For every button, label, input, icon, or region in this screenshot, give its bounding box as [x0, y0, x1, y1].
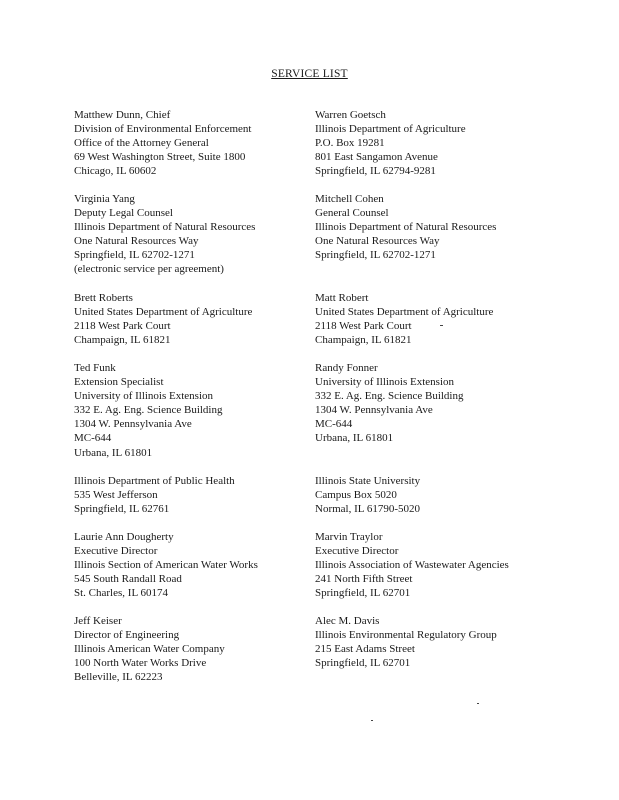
- entry-line: Springfield, IL 62702-1271: [74, 249, 195, 262]
- entry-line: Executive Director: [315, 545, 399, 558]
- service-entry: [315, 530, 585, 600]
- entry-line: Urbana, IL 61801: [315, 432, 394, 445]
- service-entry: [315, 361, 585, 446]
- entry-line: Warren Goetsch: [315, 109, 386, 121]
- service-entry: [315, 108, 585, 178]
- entry-line: Alec M. Davis: [315, 615, 380, 627]
- service-entry: [74, 530, 344, 600]
- entry-line: Springfield, IL 62701: [315, 587, 411, 600]
- entry-line: Division of Environmental Enforcement: [74, 123, 252, 136]
- entry-line: University of Illinois Extension: [315, 376, 455, 389]
- entry-line: St. Charles, IL 60174: [74, 587, 168, 600]
- entry-line: 100 North Water Works Drive: [74, 657, 207, 670]
- entry-line: Illinois State University: [315, 475, 421, 487]
- entry-line: Illinois Environmental Regulatory Group: [315, 629, 497, 642]
- entry-line: One Natural Resources Way: [315, 235, 440, 248]
- service-entry: [74, 614, 344, 684]
- entry-line: (electronic service per agreement): [74, 263, 224, 276]
- entry-line: Mitchell Cohen: [315, 193, 384, 205]
- entry-line: 241 North Fifth Street: [315, 573, 413, 586]
- entry-line: Illinois Association of Wastewater Agencies: [315, 559, 509, 572]
- entry-line: 69 West Washington Street, Suite 1800: [74, 151, 246, 164]
- entry-line: Springfield, IL 62761: [74, 503, 170, 516]
- entry-line: Marvin Traylor: [315, 531, 383, 543]
- scan-speck: [477, 703, 479, 704]
- entry-line: 801 East Sangamon Avenue: [315, 151, 438, 164]
- entry-line: Illinois Department of Natural Resources: [315, 221, 497, 234]
- service-entry: [74, 291, 344, 347]
- page-title: SERVICE LIST: [271, 68, 348, 80]
- entry-line: 215 East Adams Street: [315, 643, 415, 656]
- entry-line: United States Department of Agriculture: [74, 306, 253, 319]
- entry-line: Chicago, IL 60602: [74, 165, 157, 178]
- entry-line: Belleville, IL 62223: [74, 671, 163, 684]
- entry-line: Springfield, IL 62702-1271: [315, 249, 436, 262]
- entry-line: Champaign, IL 61821: [74, 334, 171, 347]
- entry-line: 1304 W. Pennsylvania Ave: [74, 418, 192, 431]
- service-entry: [315, 474, 585, 516]
- entry-line: Champaign, IL 61821: [315, 334, 412, 347]
- scan-speck: [371, 720, 373, 721]
- entry-line: 1304 W. Pennsylvania Ave: [315, 404, 433, 417]
- service-entry: [74, 108, 344, 178]
- entry-line: University of Illinois Extension: [74, 390, 214, 403]
- entry-line: Illinois American Water Company: [74, 643, 225, 656]
- entry-line: United States Department of Agriculture: [315, 306, 494, 319]
- entry-line: Office of the Attorney General: [74, 137, 209, 150]
- entry-line: General Counsel: [315, 207, 389, 220]
- entry-line: Campus Box 5020: [315, 489, 397, 502]
- entry-line: Illinois Department of Natural Resources: [74, 221, 256, 234]
- entry-line: Illinois Department of Public Health: [74, 475, 235, 487]
- service-entry: [74, 474, 344, 516]
- entry-line: Illinois Section of American Water Works: [74, 559, 258, 572]
- service-entry: [315, 614, 585, 670]
- entry-line: Deputy Legal Counsel: [74, 207, 173, 220]
- entry-line: 2118 West Park Court: [315, 320, 412, 333]
- entry-line: Randy Fonner: [315, 362, 378, 374]
- entry-line: Director of Engineering: [74, 629, 180, 642]
- service-entry: [74, 361, 344, 460]
- entry-line: Laurie Ann Dougherty: [74, 531, 174, 543]
- entry-line: One Natural Resources Way: [74, 235, 199, 248]
- entry-line: Matthew Dunn, Chief: [74, 109, 171, 121]
- entry-line: Extension Specialist: [74, 376, 164, 389]
- entry-line: MC-644: [315, 418, 353, 431]
- service-entry: [315, 291, 585, 347]
- entry-line: Springfield, IL 62701: [315, 657, 411, 670]
- entry-line: MC-644: [74, 432, 112, 445]
- service-entry: [74, 192, 344, 277]
- entry-line: 332 E. Ag. Eng. Science Building: [315, 390, 464, 403]
- entry-line: Springfield, IL 62794-9281: [315, 165, 436, 178]
- entry-line: 535 West Jefferson: [74, 489, 158, 502]
- entry-line: P.O. Box 19281: [315, 137, 385, 150]
- entry-line: Jeff Keiser: [74, 615, 122, 627]
- entry-line: Normal, IL 61790-5020: [315, 503, 420, 516]
- entry-line: 545 South Randall Road: [74, 573, 182, 586]
- entry-line: 2118 West Park Court: [74, 320, 171, 333]
- entry-line: Executive Director: [74, 545, 158, 558]
- scan-speck: [440, 325, 443, 326]
- entry-line: Matt Robert: [315, 292, 369, 304]
- entry-line: Brett Roberts: [74, 292, 133, 304]
- entry-line: Illinois Department of Agriculture: [315, 123, 466, 136]
- service-entry: [315, 192, 585, 262]
- entry-line: Virginia Yang: [74, 193, 135, 205]
- entry-line: Ted Funk: [74, 362, 116, 374]
- entry-line: Urbana, IL 61801: [74, 446, 153, 459]
- entry-line: 332 E. Ag. Eng. Science Building: [74, 404, 223, 417]
